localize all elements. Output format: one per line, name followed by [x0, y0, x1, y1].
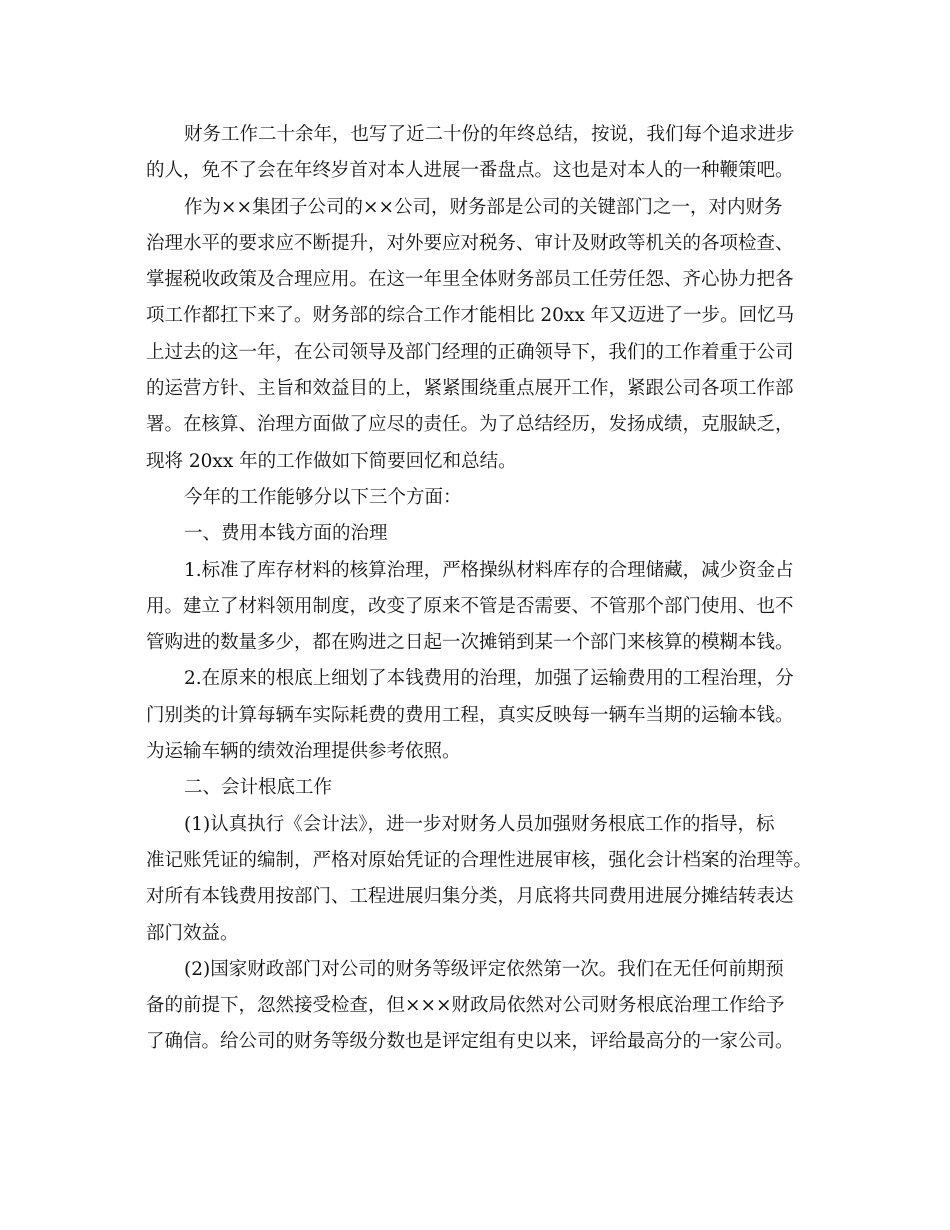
- text-line: 现将 20xx 年的工作做如下简要回忆和总结。: [146, 450, 517, 472]
- text-line: 今年的工作能够分以下三个方面：: [184, 486, 462, 508]
- text-line: (1)认真执行《会计法》，进一步对财务人员加强财务根底工作的指导，标: [184, 813, 775, 835]
- text-line: 上过去的这一年，在公司领导及部门经理的正确领导下，我们的工作着重于公司: [146, 341, 794, 363]
- text-line: 门别类的计算每辆车实际耗费的费用工程，真实反映每一辆车当期的运输本钱。: [146, 704, 794, 726]
- text-line: 项工作都扛下来了。财务部的综合工作才能相比 20xx 年又迈进了一步。回忆马: [146, 305, 795, 327]
- section-heading: 一、费用本钱方面的治理: [184, 523, 388, 545]
- text-line: 署。在核算、治理方面做了应尽的责任。为了总结经历，发扬成绩，克服缺乏，: [146, 414, 794, 436]
- text-line: 财务工作二十余年，也写了近二十份的年终总结，按说，我们每个追求进步: [184, 124, 795, 145]
- text-line: 用。建立了材料领用制度，改变了原来不管是否需要、不管那个部门使用、也不: [146, 595, 794, 617]
- text-line: 备的前提下，忽然接受检查，但×××财政局依然对公司财务根底治理工作给予: [146, 995, 785, 1017]
- text-line: 的运营方针、主旨和效益目的上，紧紧围绕重点展开工作，紧跟公司各项工作部: [146, 378, 794, 400]
- document-body: [146, 117, 816, 1061]
- text-line: 1.标准了库存材料的核算治理，严格操纵材料库存的合理储藏，减少资金占: [184, 559, 794, 581]
- text-line: 部门效益。: [146, 922, 239, 944]
- text-line: 治理水平的要求应不断提升，对外要应对税务、审计及财政等机关的各项检查、: [146, 232, 794, 254]
- text-line: (2)国家财政部门对公司的财务等级评定依然第一次。我们在无任何前期预: [184, 958, 784, 980]
- text-line: 准记账凭证的编制，严格对原始凭证的合理性进展审核，强化会计档案的治理等。: [146, 849, 813, 871]
- text-line: 为运输车辆的绩效治理提供参考依照。: [146, 741, 461, 763]
- text-line: 作为××集团子公司的××公司，财务部是公司的关键部门之一，对内财务: [184, 196, 783, 218]
- text-line: 了确信。给公司的财务等级分数也是评定组有史以来，评给最高分的一家公司。: [146, 1031, 794, 1053]
- text-line: 掌握税收政策及合理应用。在这一年里全体财务部员工任劳任怨、齐心协力把各: [146, 269, 794, 291]
- text-line: 管购进的数量多少，都在购进之日起一次摊销到某一个部门来核算的模糊本钱。: [146, 632, 794, 654]
- text-line: 对所有本钱费用按部门、工程进展归集分类，月底将共同费用进展分摊结转表达: [146, 886, 794, 908]
- text-line: 的人，免不了会在年终岁首对本人进展一番盘点。这也是对本人的一种鞭策吧。: [146, 160, 794, 182]
- text-line: 2.在原来的根底上细划了本钱费用的治理，加强了运输费用的工程治理，分: [184, 668, 794, 690]
- section-heading: 二、会计根底工作: [184, 777, 333, 799]
